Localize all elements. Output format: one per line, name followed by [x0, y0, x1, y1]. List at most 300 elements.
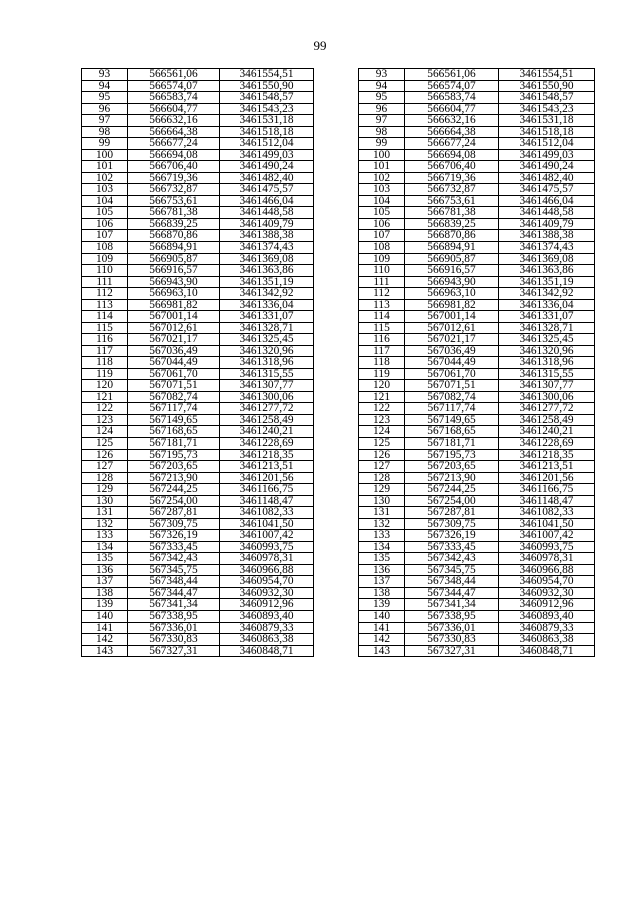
- point-number-cell: 142: [82, 634, 128, 646]
- point-number-cell: 139: [359, 599, 405, 611]
- x-coordinate-cell: 567342,43: [405, 553, 499, 565]
- table-row: [82, 599, 314, 611]
- x-coordinate-cell: 567344,47: [405, 587, 499, 599]
- table-row: [359, 115, 595, 127]
- point-number-cell: 117: [82, 345, 128, 357]
- x-coordinate-cell: 567071,51: [405, 380, 499, 392]
- x-coordinate-cell: 567338,95: [128, 610, 220, 622]
- point-number-cell: 109: [82, 253, 128, 265]
- coordinates-table-right: [358, 68, 595, 657]
- table-row: [359, 253, 595, 265]
- x-coordinate-cell: 566943,90: [128, 276, 220, 288]
- table-row: [82, 241, 314, 253]
- point-number-cell: 129: [82, 484, 128, 496]
- table-row: [82, 334, 314, 346]
- point-number-cell: 133: [359, 530, 405, 542]
- y-coordinate-cell: 3461300,06: [499, 391, 595, 403]
- point-number-cell: 136: [82, 564, 128, 576]
- table-row: [359, 149, 595, 161]
- point-number-cell: 142: [359, 634, 405, 646]
- table-row: [82, 311, 314, 323]
- y-coordinate-cell: 3461300,06: [220, 391, 314, 403]
- table-row: [82, 265, 314, 277]
- table-row: [82, 541, 314, 553]
- point-number-cell: 137: [82, 576, 128, 588]
- table-row: [82, 587, 314, 599]
- point-number-cell: 95: [359, 92, 405, 104]
- point-number-cell: 105: [359, 207, 405, 219]
- x-coordinate-cell: 566706,40: [128, 161, 220, 173]
- y-coordinate-cell: 3461550,90: [220, 80, 314, 92]
- point-number-cell: 94: [82, 80, 128, 92]
- x-coordinate-cell: 567012,61: [128, 322, 220, 334]
- point-number-cell: 113: [82, 299, 128, 311]
- x-coordinate-cell: 567326,19: [128, 530, 220, 542]
- y-coordinate-cell: 3461548,57: [220, 92, 314, 104]
- table-row: [359, 138, 595, 150]
- y-coordinate-cell: 3461328,71: [499, 322, 595, 334]
- point-number-cell: 97: [359, 115, 405, 127]
- x-coordinate-cell: 567287,81: [128, 507, 220, 519]
- y-coordinate-cell: 3461342,92: [499, 288, 595, 300]
- y-coordinate-cell: 3461007,42: [220, 530, 314, 542]
- table-row: [82, 414, 314, 426]
- y-coordinate-cell: 3461448,58: [499, 207, 595, 219]
- table-row: [82, 472, 314, 484]
- x-coordinate-cell: 567326,19: [405, 530, 499, 542]
- y-coordinate-cell: 3461490,24: [499, 161, 595, 173]
- table-row: [82, 149, 314, 161]
- table-row: [82, 530, 314, 542]
- y-coordinate-cell: 3461512,04: [220, 138, 314, 150]
- y-coordinate-cell: 3461518,18: [499, 126, 595, 138]
- point-number-cell: 97: [82, 115, 128, 127]
- point-number-cell: 104: [82, 195, 128, 207]
- x-coordinate-cell: 566719,36: [128, 172, 220, 184]
- table-row: [82, 80, 314, 92]
- y-coordinate-cell: 3461228,69: [220, 438, 314, 450]
- y-coordinate-cell: 3460863,38: [499, 634, 595, 646]
- point-number-cell: 102: [359, 172, 405, 184]
- x-coordinate-cell: 567168,65: [128, 426, 220, 438]
- y-coordinate-cell: 3461409,79: [220, 218, 314, 230]
- table-row: [359, 414, 595, 426]
- x-coordinate-cell: 566781,38: [128, 207, 220, 219]
- x-coordinate-cell: 567149,65: [405, 414, 499, 426]
- point-number-cell: 126: [82, 449, 128, 461]
- table-row: [359, 461, 595, 473]
- x-coordinate-cell: 566694,08: [128, 149, 220, 161]
- table-row: [359, 276, 595, 288]
- table-row: [82, 92, 314, 104]
- y-coordinate-cell: 3461315,55: [220, 368, 314, 380]
- table-row: [82, 184, 314, 196]
- x-coordinate-cell: 566677,24: [128, 138, 220, 150]
- x-coordinate-cell: 567348,44: [405, 576, 499, 588]
- x-coordinate-cell: 566664,38: [128, 126, 220, 138]
- x-coordinate-cell: 567254,00: [405, 495, 499, 507]
- y-coordinate-cell: 3460893,40: [220, 610, 314, 622]
- table-row: [359, 195, 595, 207]
- point-number-cell: 112: [359, 288, 405, 300]
- table-row: [82, 115, 314, 127]
- point-number-cell: 98: [82, 126, 128, 138]
- point-number-cell: 116: [82, 334, 128, 346]
- point-number-cell: 111: [359, 276, 405, 288]
- y-coordinate-cell: 3461409,79: [499, 218, 595, 230]
- point-number-cell: 131: [359, 507, 405, 519]
- table-row: [82, 449, 314, 461]
- x-coordinate-cell: 566894,91: [128, 241, 220, 253]
- x-coordinate-cell: 566583,74: [128, 92, 220, 104]
- x-coordinate-cell: 567021,17: [405, 334, 499, 346]
- x-coordinate-cell: 566916,57: [128, 265, 220, 277]
- y-coordinate-cell: 3461007,42: [499, 530, 595, 542]
- y-coordinate-cell: 3460993,75: [220, 541, 314, 553]
- x-coordinate-cell: 566664,38: [405, 126, 499, 138]
- point-number-cell: 110: [82, 265, 128, 277]
- y-coordinate-cell: 3461218,35: [220, 449, 314, 461]
- point-number-cell: 116: [359, 334, 405, 346]
- point-number-cell: 127: [359, 461, 405, 473]
- x-coordinate-cell: 566963,10: [128, 288, 220, 300]
- point-number-cell: 108: [82, 241, 128, 253]
- x-coordinate-cell: 566963,10: [405, 288, 499, 300]
- x-coordinate-cell: 566753,61: [405, 195, 499, 207]
- table-row: [82, 288, 314, 300]
- point-number-cell: 131: [82, 507, 128, 519]
- point-number-cell: 138: [359, 587, 405, 599]
- point-number-cell: 141: [82, 622, 128, 634]
- point-number-cell: 98: [359, 126, 405, 138]
- point-number-cell: 123: [359, 414, 405, 426]
- x-coordinate-cell: 566604,77: [128, 103, 220, 115]
- table-row: [359, 265, 595, 277]
- point-number-cell: 96: [82, 103, 128, 115]
- coordinates-table-left: [81, 68, 314, 657]
- table-row: [82, 103, 314, 115]
- table-row: [82, 610, 314, 622]
- x-coordinate-cell: 567333,45: [405, 541, 499, 553]
- y-coordinate-cell: 3460848,71: [499, 645, 595, 657]
- table-row: [359, 230, 595, 242]
- y-coordinate-cell: 3460954,70: [220, 576, 314, 588]
- y-coordinate-cell: 3461374,43: [220, 241, 314, 253]
- x-coordinate-cell: 567287,81: [405, 507, 499, 519]
- table-row: [359, 645, 595, 657]
- y-coordinate-cell: 3461307,77: [220, 380, 314, 392]
- point-number-cell: 124: [82, 426, 128, 438]
- point-number-cell: 143: [359, 645, 405, 657]
- y-coordinate-cell: 3461082,33: [499, 507, 595, 519]
- y-coordinate-cell: 3461475,57: [499, 184, 595, 196]
- table-row: [82, 576, 314, 588]
- point-number-cell: 101: [359, 161, 405, 173]
- x-coordinate-cell: 567341,34: [405, 599, 499, 611]
- y-coordinate-cell: 3460966,88: [499, 564, 595, 576]
- table-row: [359, 322, 595, 334]
- point-number-cell: 129: [359, 484, 405, 496]
- table-row: [359, 391, 595, 403]
- x-coordinate-cell: 567149,65: [128, 414, 220, 426]
- x-coordinate-cell: 567344,47: [128, 587, 220, 599]
- y-coordinate-cell: 3461543,23: [220, 103, 314, 115]
- y-coordinate-cell: 3461325,45: [499, 334, 595, 346]
- x-coordinate-cell: 567203,65: [128, 461, 220, 473]
- table-row: [82, 207, 314, 219]
- x-coordinate-cell: 566719,36: [405, 172, 499, 184]
- y-coordinate-cell: 3461258,49: [499, 414, 595, 426]
- point-number-cell: 114: [359, 311, 405, 323]
- y-coordinate-cell: 3460978,31: [499, 553, 595, 565]
- x-coordinate-cell: 566870,86: [405, 230, 499, 242]
- y-coordinate-cell: 3461240,21: [220, 426, 314, 438]
- y-coordinate-cell: 3461240,21: [499, 426, 595, 438]
- point-number-cell: 141: [359, 622, 405, 634]
- y-coordinate-cell: 3460912,96: [499, 599, 595, 611]
- point-number-cell: 130: [82, 495, 128, 507]
- y-coordinate-cell: 3461082,33: [220, 507, 314, 519]
- x-coordinate-cell: 566604,77: [405, 103, 499, 115]
- point-number-cell: 125: [82, 438, 128, 450]
- x-coordinate-cell: 567001,14: [128, 311, 220, 323]
- x-coordinate-cell: 567327,31: [128, 645, 220, 657]
- y-coordinate-cell: 3461543,23: [499, 103, 595, 115]
- table-row: [359, 368, 595, 380]
- table-row: [82, 622, 314, 634]
- table-row: [359, 622, 595, 634]
- table-row: [359, 80, 595, 92]
- table-row: [82, 438, 314, 450]
- table-row: [359, 103, 595, 115]
- point-number-cell: 122: [359, 403, 405, 415]
- y-coordinate-cell: 3461548,57: [499, 92, 595, 104]
- y-coordinate-cell: 3461166,75: [499, 484, 595, 496]
- point-number-cell: 99: [82, 138, 128, 150]
- point-number-cell: 96: [359, 103, 405, 115]
- y-coordinate-cell: 3461466,04: [499, 195, 595, 207]
- x-coordinate-cell: 567071,51: [128, 380, 220, 392]
- point-number-cell: 130: [359, 495, 405, 507]
- y-coordinate-cell: 3461363,86: [499, 265, 595, 277]
- table-row: [359, 599, 595, 611]
- table-row: [359, 126, 595, 138]
- y-coordinate-cell: 3461554,51: [220, 69, 314, 81]
- y-coordinate-cell: 3461466,04: [220, 195, 314, 207]
- y-coordinate-cell: 3460932,30: [499, 587, 595, 599]
- point-number-cell: 126: [359, 449, 405, 461]
- table-row: [359, 576, 595, 588]
- table-row: [359, 634, 595, 646]
- point-number-cell: 138: [82, 587, 128, 599]
- point-number-cell: 134: [359, 541, 405, 553]
- table-row: [359, 541, 595, 553]
- x-coordinate-cell: 567181,71: [405, 438, 499, 450]
- x-coordinate-cell: 567012,61: [405, 322, 499, 334]
- point-number-cell: 111: [82, 276, 128, 288]
- x-coordinate-cell: 567001,14: [405, 311, 499, 323]
- x-coordinate-cell: 567345,75: [405, 564, 499, 576]
- x-coordinate-cell: 566561,06: [405, 69, 499, 81]
- y-coordinate-cell: 3461228,69: [499, 438, 595, 450]
- table-row: [359, 438, 595, 450]
- y-coordinate-cell: 3461041,50: [220, 518, 314, 530]
- point-number-cell: 140: [359, 610, 405, 622]
- x-coordinate-cell: 567336,01: [405, 622, 499, 634]
- page-number: 99: [313, 38, 327, 53]
- point-number-cell: 119: [359, 368, 405, 380]
- point-number-cell: 103: [82, 184, 128, 196]
- table-row: [82, 507, 314, 519]
- y-coordinate-cell: 3460848,71: [220, 645, 314, 657]
- table-row: [359, 403, 595, 415]
- table-row: [359, 380, 595, 392]
- x-coordinate-cell: 566839,25: [128, 218, 220, 230]
- table-row: [82, 645, 314, 657]
- x-coordinate-cell: 566574,07: [128, 80, 220, 92]
- x-coordinate-cell: 567044,49: [128, 357, 220, 369]
- table-row: [359, 288, 595, 300]
- y-coordinate-cell: 3460966,88: [220, 564, 314, 576]
- table-row: [82, 276, 314, 288]
- point-number-cell: 124: [359, 426, 405, 438]
- point-number-cell: 100: [359, 149, 405, 161]
- table-row: [82, 345, 314, 357]
- table-row: [82, 172, 314, 184]
- y-coordinate-cell: 3461320,96: [499, 345, 595, 357]
- point-number-cell: 136: [359, 564, 405, 576]
- x-coordinate-cell: 567254,00: [128, 495, 220, 507]
- y-coordinate-cell: 3461512,04: [499, 138, 595, 150]
- table-row: [82, 253, 314, 265]
- point-number-cell: 102: [82, 172, 128, 184]
- y-coordinate-cell: 3460912,96: [220, 599, 314, 611]
- x-coordinate-cell: 567082,74: [405, 391, 499, 403]
- point-number-cell: 121: [359, 391, 405, 403]
- y-coordinate-cell: 3461369,08: [220, 253, 314, 265]
- x-coordinate-cell: 567036,49: [128, 345, 220, 357]
- point-number-cell: 128: [82, 472, 128, 484]
- table-row: [359, 345, 595, 357]
- x-coordinate-cell: 567338,95: [405, 610, 499, 622]
- x-coordinate-cell: 566574,07: [405, 80, 499, 92]
- table-row: [359, 172, 595, 184]
- y-coordinate-cell: 3461388,38: [499, 230, 595, 242]
- x-coordinate-cell: 567082,74: [128, 391, 220, 403]
- y-coordinate-cell: 3460978,31: [220, 553, 314, 565]
- point-number-cell: 132: [359, 518, 405, 530]
- point-number-cell: 115: [359, 322, 405, 334]
- point-number-cell: 132: [82, 518, 128, 530]
- y-coordinate-cell: 3460893,40: [499, 610, 595, 622]
- table-row: [82, 380, 314, 392]
- table-row: [82, 634, 314, 646]
- y-coordinate-cell: 3461363,86: [220, 265, 314, 277]
- table-row: [359, 357, 595, 369]
- y-coordinate-cell: 3461531,18: [220, 115, 314, 127]
- point-number-cell: 119: [82, 368, 128, 380]
- y-coordinate-cell: 3461531,18: [499, 115, 595, 127]
- x-coordinate-cell: 567244,25: [405, 484, 499, 496]
- point-number-cell: 95: [82, 92, 128, 104]
- table-row: [359, 564, 595, 576]
- y-coordinate-cell: 3460954,70: [499, 576, 595, 588]
- table-row: [359, 449, 595, 461]
- x-coordinate-cell: 567203,65: [405, 461, 499, 473]
- y-coordinate-cell: 3461148,47: [499, 495, 595, 507]
- point-number-cell: 112: [82, 288, 128, 300]
- x-coordinate-cell: 567061,70: [405, 368, 499, 380]
- x-coordinate-cell: 566981,82: [405, 299, 499, 311]
- x-coordinate-cell: 566706,40: [405, 161, 499, 173]
- table-row: [82, 126, 314, 138]
- table-row: [359, 218, 595, 230]
- x-coordinate-cell: 566632,16: [405, 115, 499, 127]
- table-row: [82, 299, 314, 311]
- y-coordinate-cell: 3461448,58: [220, 207, 314, 219]
- y-coordinate-cell: 3461374,43: [499, 241, 595, 253]
- x-coordinate-cell: 566981,82: [128, 299, 220, 311]
- point-number-cell: 135: [359, 553, 405, 565]
- y-coordinate-cell: 3461351,19: [499, 276, 595, 288]
- point-number-cell: 122: [82, 403, 128, 415]
- point-number-cell: 139: [82, 599, 128, 611]
- y-coordinate-cell: 3461320,96: [220, 345, 314, 357]
- point-number-cell: 135: [82, 553, 128, 565]
- table-row: [82, 322, 314, 334]
- y-coordinate-cell: 3461277,72: [499, 403, 595, 415]
- table-row: [359, 161, 595, 173]
- point-number-cell: 93: [359, 69, 405, 81]
- point-number-cell: 114: [82, 311, 128, 323]
- table-row: [82, 69, 314, 81]
- table-row: [82, 484, 314, 496]
- table-row: [82, 357, 314, 369]
- y-coordinate-cell: 3461475,57: [220, 184, 314, 196]
- table-row: [359, 518, 595, 530]
- table-row: [359, 484, 595, 496]
- x-coordinate-cell: 567061,70: [128, 368, 220, 380]
- x-coordinate-cell: 567244,25: [128, 484, 220, 496]
- x-coordinate-cell: 567333,45: [128, 541, 220, 553]
- y-coordinate-cell: 3461318,96: [220, 357, 314, 369]
- y-coordinate-cell: 3460932,30: [220, 587, 314, 599]
- y-coordinate-cell: 3461041,50: [499, 518, 595, 530]
- y-coordinate-cell: 3460993,75: [499, 541, 595, 553]
- point-number-cell: 123: [82, 414, 128, 426]
- x-coordinate-cell: 566677,24: [405, 138, 499, 150]
- point-number-cell: 127: [82, 461, 128, 473]
- y-coordinate-cell: 3461325,45: [220, 334, 314, 346]
- y-coordinate-cell: 3461213,51: [499, 461, 595, 473]
- point-number-cell: 120: [82, 380, 128, 392]
- x-coordinate-cell: 566732,87: [128, 184, 220, 196]
- table-row: [82, 195, 314, 207]
- x-coordinate-cell: 567327,31: [405, 645, 499, 657]
- point-number-cell: 117: [359, 345, 405, 357]
- y-coordinate-cell: 3461518,18: [220, 126, 314, 138]
- y-coordinate-cell: 3461351,19: [220, 276, 314, 288]
- y-coordinate-cell: 3460863,38: [220, 634, 314, 646]
- point-number-cell: 133: [82, 530, 128, 542]
- x-coordinate-cell: 567348,44: [128, 576, 220, 588]
- point-number-cell: 137: [359, 576, 405, 588]
- x-coordinate-cell: 567345,75: [128, 564, 220, 576]
- y-coordinate-cell: 3461342,92: [220, 288, 314, 300]
- table-row: [82, 218, 314, 230]
- table-row: [359, 587, 595, 599]
- x-coordinate-cell: 567309,75: [128, 518, 220, 530]
